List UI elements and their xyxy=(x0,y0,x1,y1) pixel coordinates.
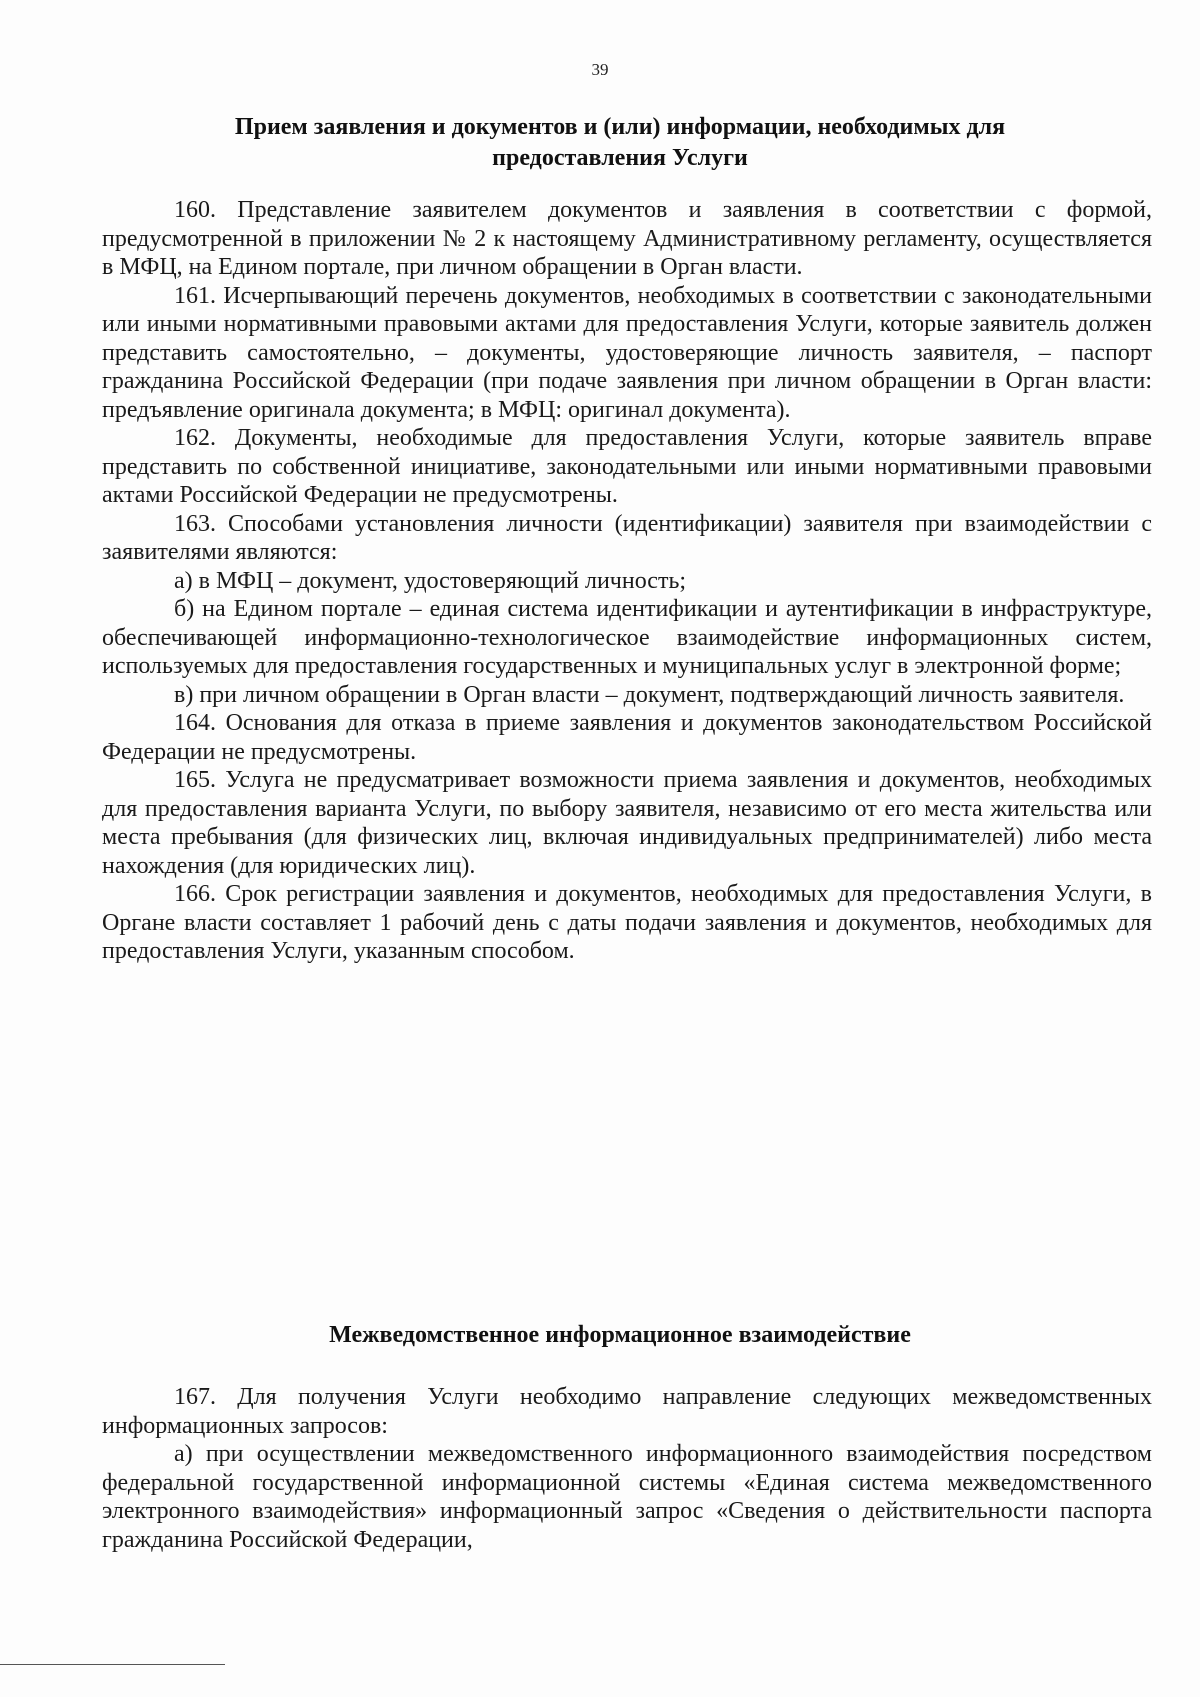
paragraph-161: 161. Исчерпывающий перечень документов, необходимых в соответствии с законодательными или иными нормативными правовыми актами для предоставления Услуги, которые заявитель должен представить самостоятельно, – документы, удостоверяющие личность заявителя, – паспорт гражданина Российской Федерации (при подаче заявления при личном обращении в Орган власти: предъявление оригинала документа; в МФЦ: оригинал документа). xyxy=(102,282,1152,423)
paragraph-162: 162. Документы, необходимые для предоставления Услуги, которые заявитель вправе представить по собственной инициативе, законодательными или иными нормативными правовыми актами Российской Федерации не предусмотрены. xyxy=(102,425,1152,508)
paragraph-163-b: б) на Едином портале – единая система идентификации и аутентификации в инфраструктуре, обеспечивающей информационно-технологическое взаимодействие информационных систем, используемых для предоставления государственных и муниципальных услуг в электронной форме; xyxy=(102,596,1152,679)
section-body-interagency xyxy=(102,1383,1152,1554)
footnote-divider xyxy=(0,1664,225,1665)
paragraph-163-a: а) в МФЦ – документ, удостоверяющий личность; xyxy=(174,567,687,594)
paragraph-164: 164. Основания для отказа в приеме заявления и документов законодательством Российской Федерации не предусмотрены. xyxy=(102,710,1152,765)
paragraph-167: 167. Для получения Услуги необходимо направление следующих межведомственных информационных запросов: xyxy=(102,1384,1152,1439)
paragraph-163-v: в) при личном обращении в Орган власти – документ, подтверждающий личность заявителя. xyxy=(174,681,1125,708)
section-body-document-acceptance xyxy=(102,196,1152,966)
section-heading-interagency: Межведомственное информационное взаимодействие xyxy=(329,1322,911,1348)
paragraph-165: 165. Услуга не предусматривает возможности приема заявления и документов, необходимых для предоставления варианта Услуги, по выбору заявителя, независимо от его места жительства или места пребывания (для физических лиц, включая индивидуальных предпринимателей) либо места нахождения (для юридических лиц). xyxy=(102,767,1152,879)
paragraph-160: 160. Представление заявителем документов и заявления в соответствии с формой, предусмотренной в приложении № 2 к настоящему Административному регламенту, осуществляется в МФЦ, на Едином портале, при личном обращении в Орган власти. xyxy=(102,197,1152,280)
page-number: 39 xyxy=(591,60,609,79)
paragraph-163: 163. Способами установления личности (идентификации) заявителя при взаимодействии с заявителями являются: xyxy=(102,510,1152,565)
paragraph-167-a: а) при осуществлении межведомственного информационного взаимодействия посредством федеральной государственной информационной системы «Единая система межведомственного электронного взаимодействия» информационный запрос «Сведения о действительности паспорта гражданина Российской Федерации, xyxy=(102,1441,1152,1553)
section-heading-document-acceptance: Прием заявления и документов и (или) информации, необходимых для предоставления Услуги xyxy=(234,114,1006,171)
paragraph-166: 166. Срок регистрации заявления и документов, необходимых для предоставления Услуги, в Органе власти составляет 1 рабочий день с даты подачи заявления и документов, необходимых для предоставления Услуги, указанным способом. xyxy=(102,881,1152,964)
